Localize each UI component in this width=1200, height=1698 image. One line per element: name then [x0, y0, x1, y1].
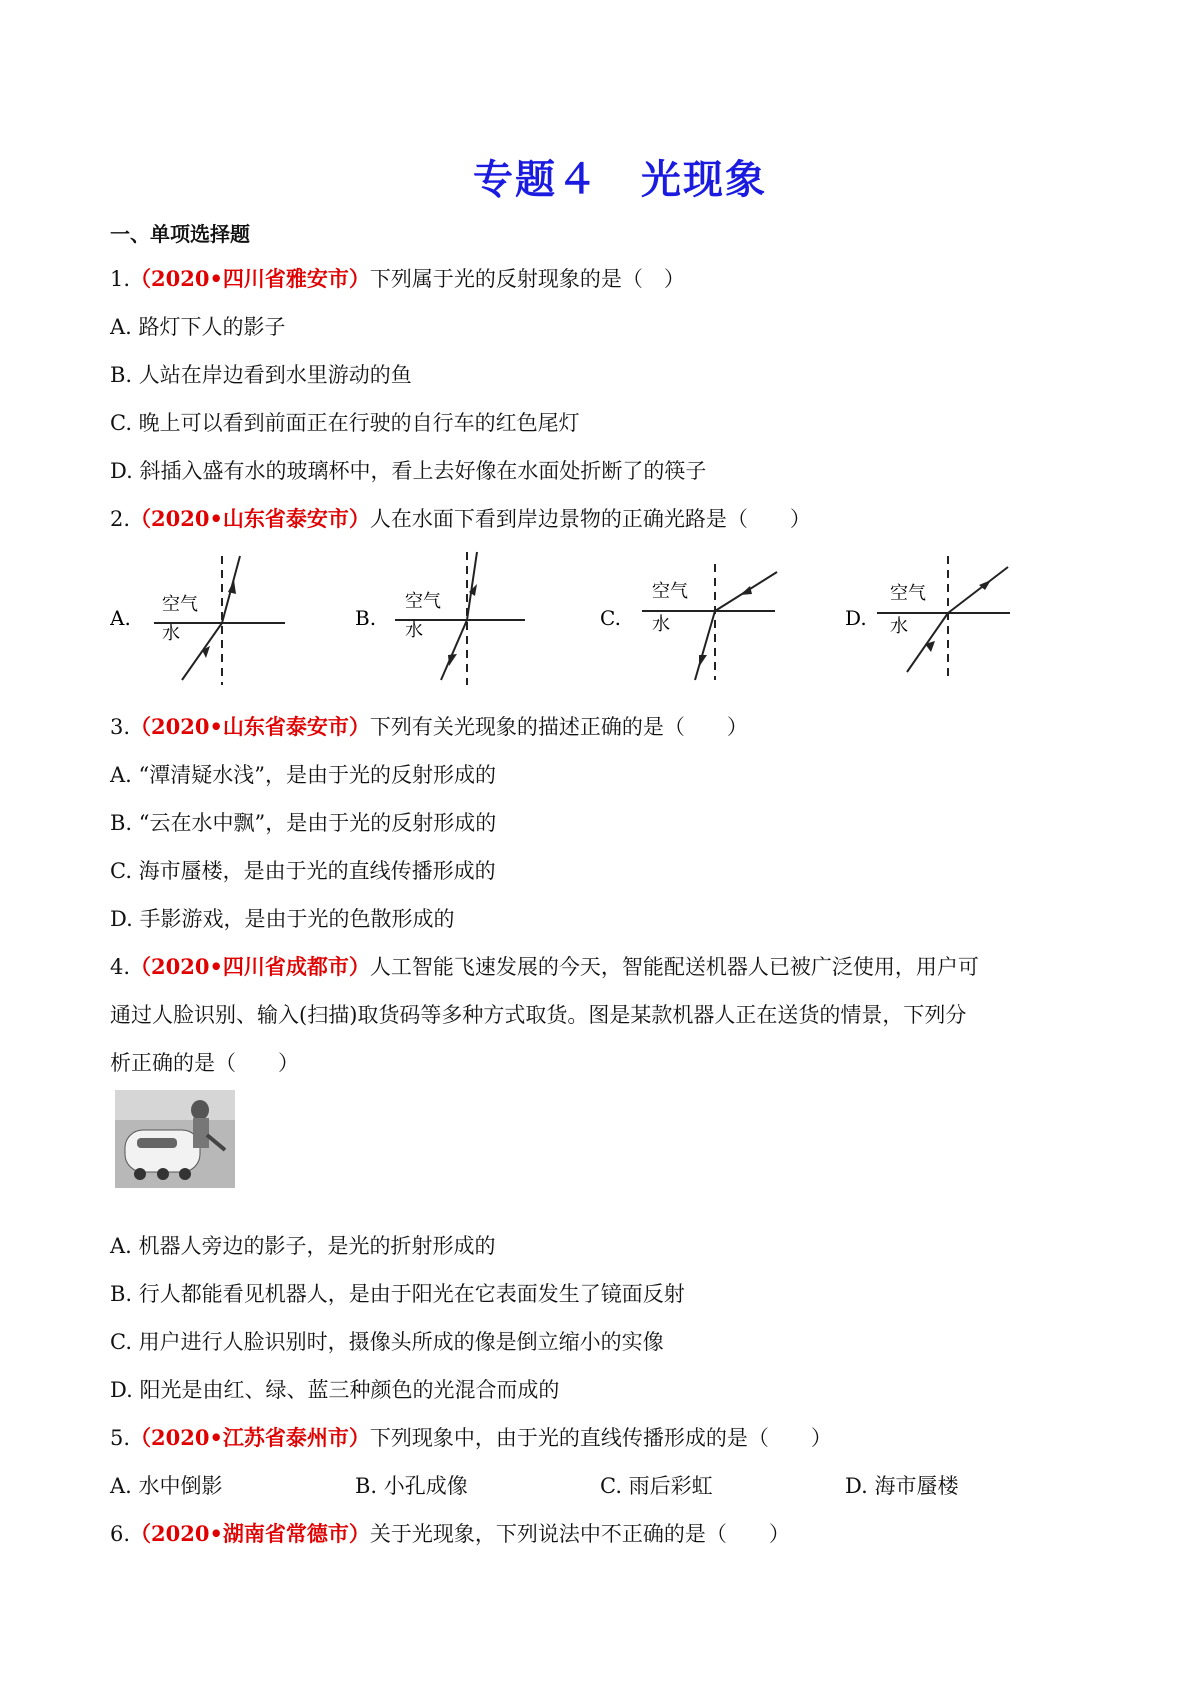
question-5: [110, 1422, 832, 1452]
air-label: 空气: [652, 581, 688, 602]
q-source: （2020•四川省雅安市）: [130, 266, 370, 291]
q4-option-a: A. 机器人旁边的影子，是光的折射形成的: [110, 1234, 496, 1258]
q-source: （2020•江苏省泰州市）: [130, 1425, 370, 1450]
q-number: 1.: [110, 267, 131, 291]
q3-option-c: C. 海市蜃楼，是由于光的直线传播形成的: [110, 859, 496, 883]
question-1: [110, 263, 685, 293]
q4-stem-line-3: 析正确的是（ ）: [110, 1051, 299, 1075]
diagram-b: [355, 550, 555, 694]
q1-option-a: A. 路灯下人的影子: [110, 315, 286, 339]
q-number: 3.: [110, 715, 131, 739]
diagram-a: [110, 550, 310, 694]
q3-option-d: D. 手影游戏，是由于光的色散形成的: [110, 907, 455, 931]
q-source: （2020•湖南省常德市）: [130, 1521, 370, 1546]
q-source: （2020•四川省成都市）: [130, 954, 370, 979]
q-stem: 下列有关光现象的描述正确的是（ ）: [369, 715, 748, 739]
q4-option-b: B. 行人都能看见机器人，是由于阳光在它表面发生了镜面反射: [110, 1282, 685, 1306]
q-number: 2.: [110, 507, 131, 531]
q-stem: 人工智能飞速发展的今天，智能配送机器人已被广泛使用，用户可: [369, 955, 979, 979]
q-stem: 人在水面下看到岸边景物的正确光路是（ ）: [369, 507, 811, 531]
q1-option-c: C. 晚上可以看到前面正在行驶的自行车的红色尾灯: [110, 411, 580, 435]
q5-option-b: B. 小孔成像: [355, 1474, 468, 1498]
question-3: [110, 711, 748, 741]
diagram-label-c: C.: [600, 606, 621, 630]
water-label: 水: [405, 620, 423, 641]
q5-option-d: D. 海市蜃楼: [845, 1474, 959, 1498]
section-heading: 一、单项选择题: [110, 222, 250, 246]
robot-photo: [115, 1090, 235, 1188]
q1-option-d: D. 斜插入盛有水的玻璃杯中，看上去好像在水面处折断了的筷子: [110, 459, 707, 483]
q3-option-b: B. “云在水中飘”，是由于光的反射形成的: [110, 811, 497, 835]
water-label: 水: [890, 616, 908, 637]
q4-stem-line-2: 通过人脸识别、输入(扫描)取货码等多种方式取货。图是某款机器人正在送货的情景，下列分: [110, 1003, 967, 1027]
page-title: 专题４ 光现象: [473, 156, 767, 203]
water-label: 水: [162, 623, 180, 644]
q-stem: 下列属于光的反射现象的是（ ）: [369, 267, 685, 291]
air-label: 空气: [890, 583, 926, 604]
q-stem: 下列现象中，由于光的直线传播形成的是（ ）: [369, 1426, 832, 1450]
q-number: 5.: [110, 1426, 131, 1450]
q4-option-d: D. 阳光是由红、绿、蓝三种颜色的光混合而成的: [110, 1378, 560, 1402]
question-2: [110, 503, 811, 533]
q4-option-c: C. 用户进行人脸识别时，摄像头所成的像是倒立缩小的实像: [110, 1330, 664, 1354]
q1-option-b: B. 人站在岸边看到水里游动的鱼: [110, 363, 412, 387]
diagram-d: [845, 550, 1045, 694]
diagram-label-d: D.: [845, 606, 867, 630]
question-6: [110, 1518, 790, 1548]
water-label: 水: [652, 614, 670, 635]
q5-option-c: C. 雨后彩虹: [600, 1474, 713, 1498]
q5-option-a: A. 水中倒影: [110, 1474, 223, 1498]
q-source: （2020•山东省泰安市）: [130, 506, 370, 531]
air-label: 空气: [405, 591, 441, 612]
q3-option-a: A. “潭清疑水浅”，是由于光的反射形成的: [110, 763, 496, 787]
diagram-label-a: A.: [110, 606, 131, 630]
q-stem: 关于光现象，下列说法中不正确的是（ ）: [369, 1522, 790, 1546]
q-source: （2020•山东省泰安市）: [130, 714, 370, 739]
q-number: 6.: [110, 1522, 131, 1546]
question-4: [110, 951, 979, 981]
diagram-c: [600, 550, 800, 694]
air-label: 空气: [162, 594, 198, 615]
diagram-label-b: B.: [355, 606, 377, 630]
q-number: 4.: [110, 955, 131, 979]
